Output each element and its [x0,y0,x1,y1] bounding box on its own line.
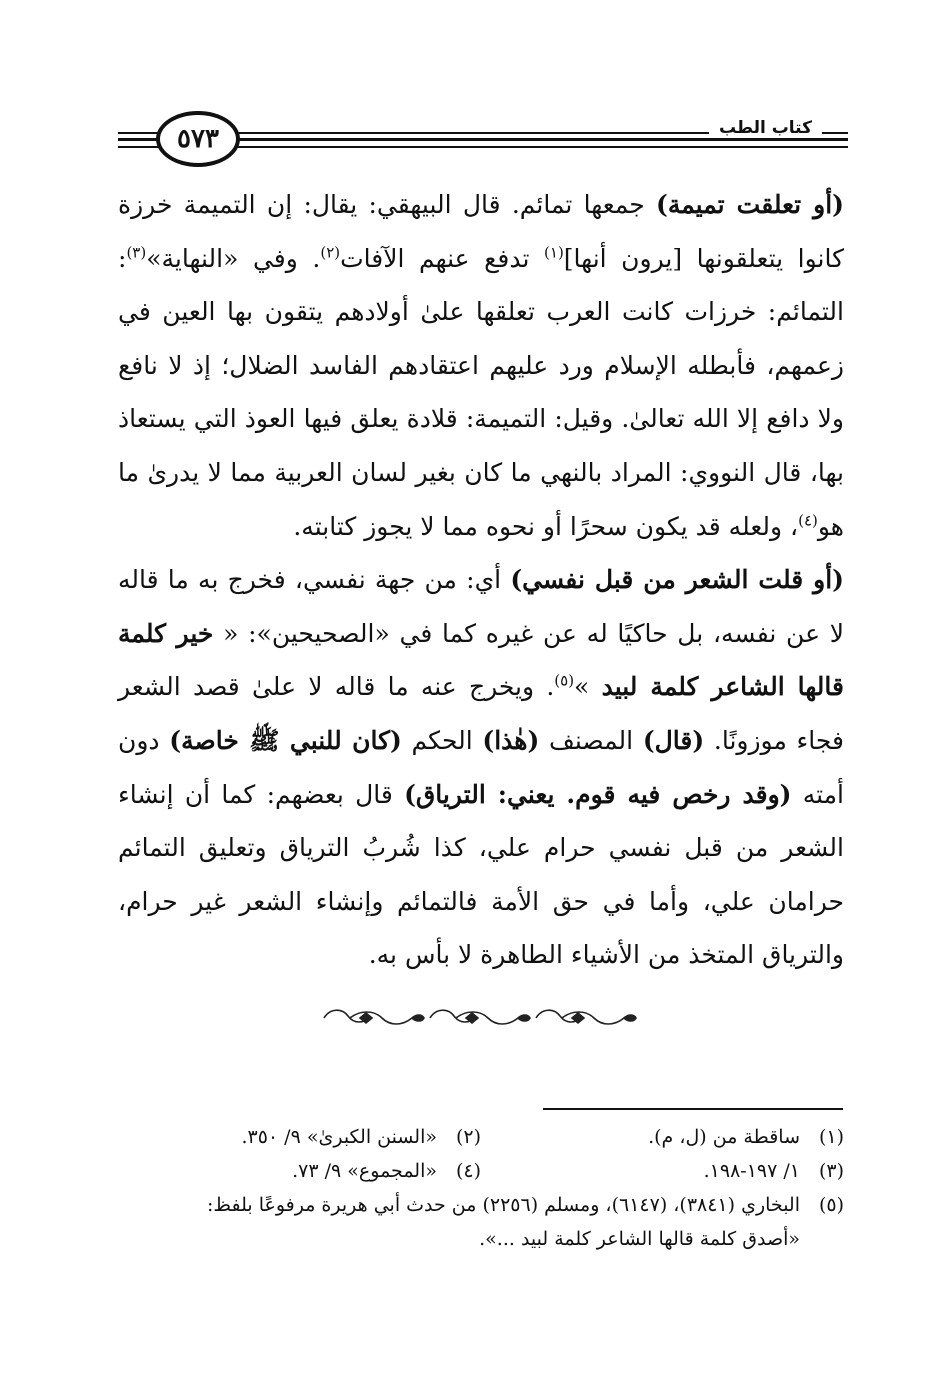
footnote-number: (٢) [455,1126,481,1148]
text-span: : التمائم: خرزات كانت العرب تعلقها علىٰ أولادهم يتقون بها العين في زعمهم، فأبطله الإسلام ورد عليهم اعتقادهم الفاسد الضلال؛ إذ لا نافع ولا دافع إلا الله تعالىٰ. وقيل: التميمة: قلادة يعلق فيها العوذ التي يستعاذ بها، قال النووي: المراد بالنهي ما كان بغير لسان العربية مما لا يدرىٰ ما هو [118,243,844,541]
text-span: قال بعضهم: كما أن إنشاء الشعر من قبل نفسي حرام علي، كذا شُربُ الترياق وتعليق التمائم حرامان علي، وأما في حق الأمة فالتمائم وإنشاء الشعر غير حرام، والترياق المتخذ من الأشياء الطاهرة لا بأس به. [118,779,844,970]
floral-divider-icon [320,1000,638,1036]
footnote-text: «السنن الكبرىٰ» ٩/ ٣٥٠. [241,1126,437,1148]
page-header [118,108,848,172]
footnote-number: (٣) [818,1160,844,1182]
footnote-separator [543,1108,843,1110]
bold-phrase: (وقد رخص فيه قوم. يعني: الترياق) [404,779,792,809]
footnote-ref[interactable]: (١) [544,243,564,262]
footnote-number: (٥) [818,1194,844,1216]
ornament-unit-center [430,1010,530,1024]
text-span: . وفي «النهاية» [146,243,321,273]
footnote-text: البخاري (٣٨٤١)، (٦١٤٧)، ومسلم (٢٢٥٦) من حدث أبي هريرة مرفوعًا بلفظ: [207,1194,800,1216]
paragraph [118,178,844,553]
footnote-text: «المجموع» ٩/ ٧٣. [292,1160,437,1182]
footnote-text: ساقطة من (ل، م). [648,1126,800,1148]
bold-phrase: خير كلمة قالها الشاعر كلمة لبيد [118,618,844,702]
footnote-ref[interactable]: (٣) [126,243,147,262]
text-span: . ويخرج عنه ما قاله لا علىٰ قصد الشعر فجاء موزونًا. [118,672,845,755]
bold-phrase: (هٰذا) [482,725,540,755]
text-span: الحكم [401,725,483,755]
text-span: دون أمته [118,725,844,809]
bold-phrase: (أو قلت الشعر من قبل نفسي) [510,565,844,595]
page-number: ٥٧٣ [156,111,240,167]
footnote-4 [118,1154,481,1188]
bold-phrase: (قال) [642,725,705,755]
footnote-1 [481,1120,844,1154]
text-span: المصنف [539,725,643,755]
footnote-ref[interactable]: (٥) [554,672,575,691]
ornament-unit-left [324,1010,424,1024]
text-span: جمعها تمائم. قال البيهقي: يقال: إن التميمة خرزة كانوا يتعلقونها [يرون أنها] [118,190,845,273]
footnote-3 [481,1154,844,1188]
text-span: » [574,672,602,702]
footnote-ref[interactable]: (٤) [798,511,818,530]
ornament-unit-right [536,1010,636,1024]
text-span: ، ولعله قد يكون سحرًا أو نحوه مما لا يجوز كتابته. [293,511,799,541]
footnote-2 [118,1120,481,1154]
footnote-text: ١/ ١٩٧-١٩٨. [703,1160,800,1182]
paragraph [118,553,844,982]
footnote-row [118,1154,844,1188]
bold-phrase: (كان للنبي ﷺ خاصة) [169,725,402,755]
footnote-number: (٤) [455,1160,481,1182]
footnotes [118,1120,844,1256]
text-span: أي: من جهة نفسي، فخرج به ما قاله لا عن نفسه، بل حاكيًا له عن غيره كما في «الصحيحين»: « [118,565,845,648]
text-span: تدفع عنهم الآفات [340,243,545,273]
footnote-5 [118,1188,844,1256]
main-text [118,178,844,982]
footnote-row [118,1120,844,1154]
running-title: كتاب الطب [709,118,822,138]
footnote-number: (١) [818,1126,844,1148]
footnote-continuation: «أصدق كلمة قالها الشاعر كلمة لبيد ...». [479,1228,800,1250]
bold-phrase: (أو تعلقت تميمة) [656,190,844,219]
footnote-ref[interactable]: (٢) [320,243,341,262]
